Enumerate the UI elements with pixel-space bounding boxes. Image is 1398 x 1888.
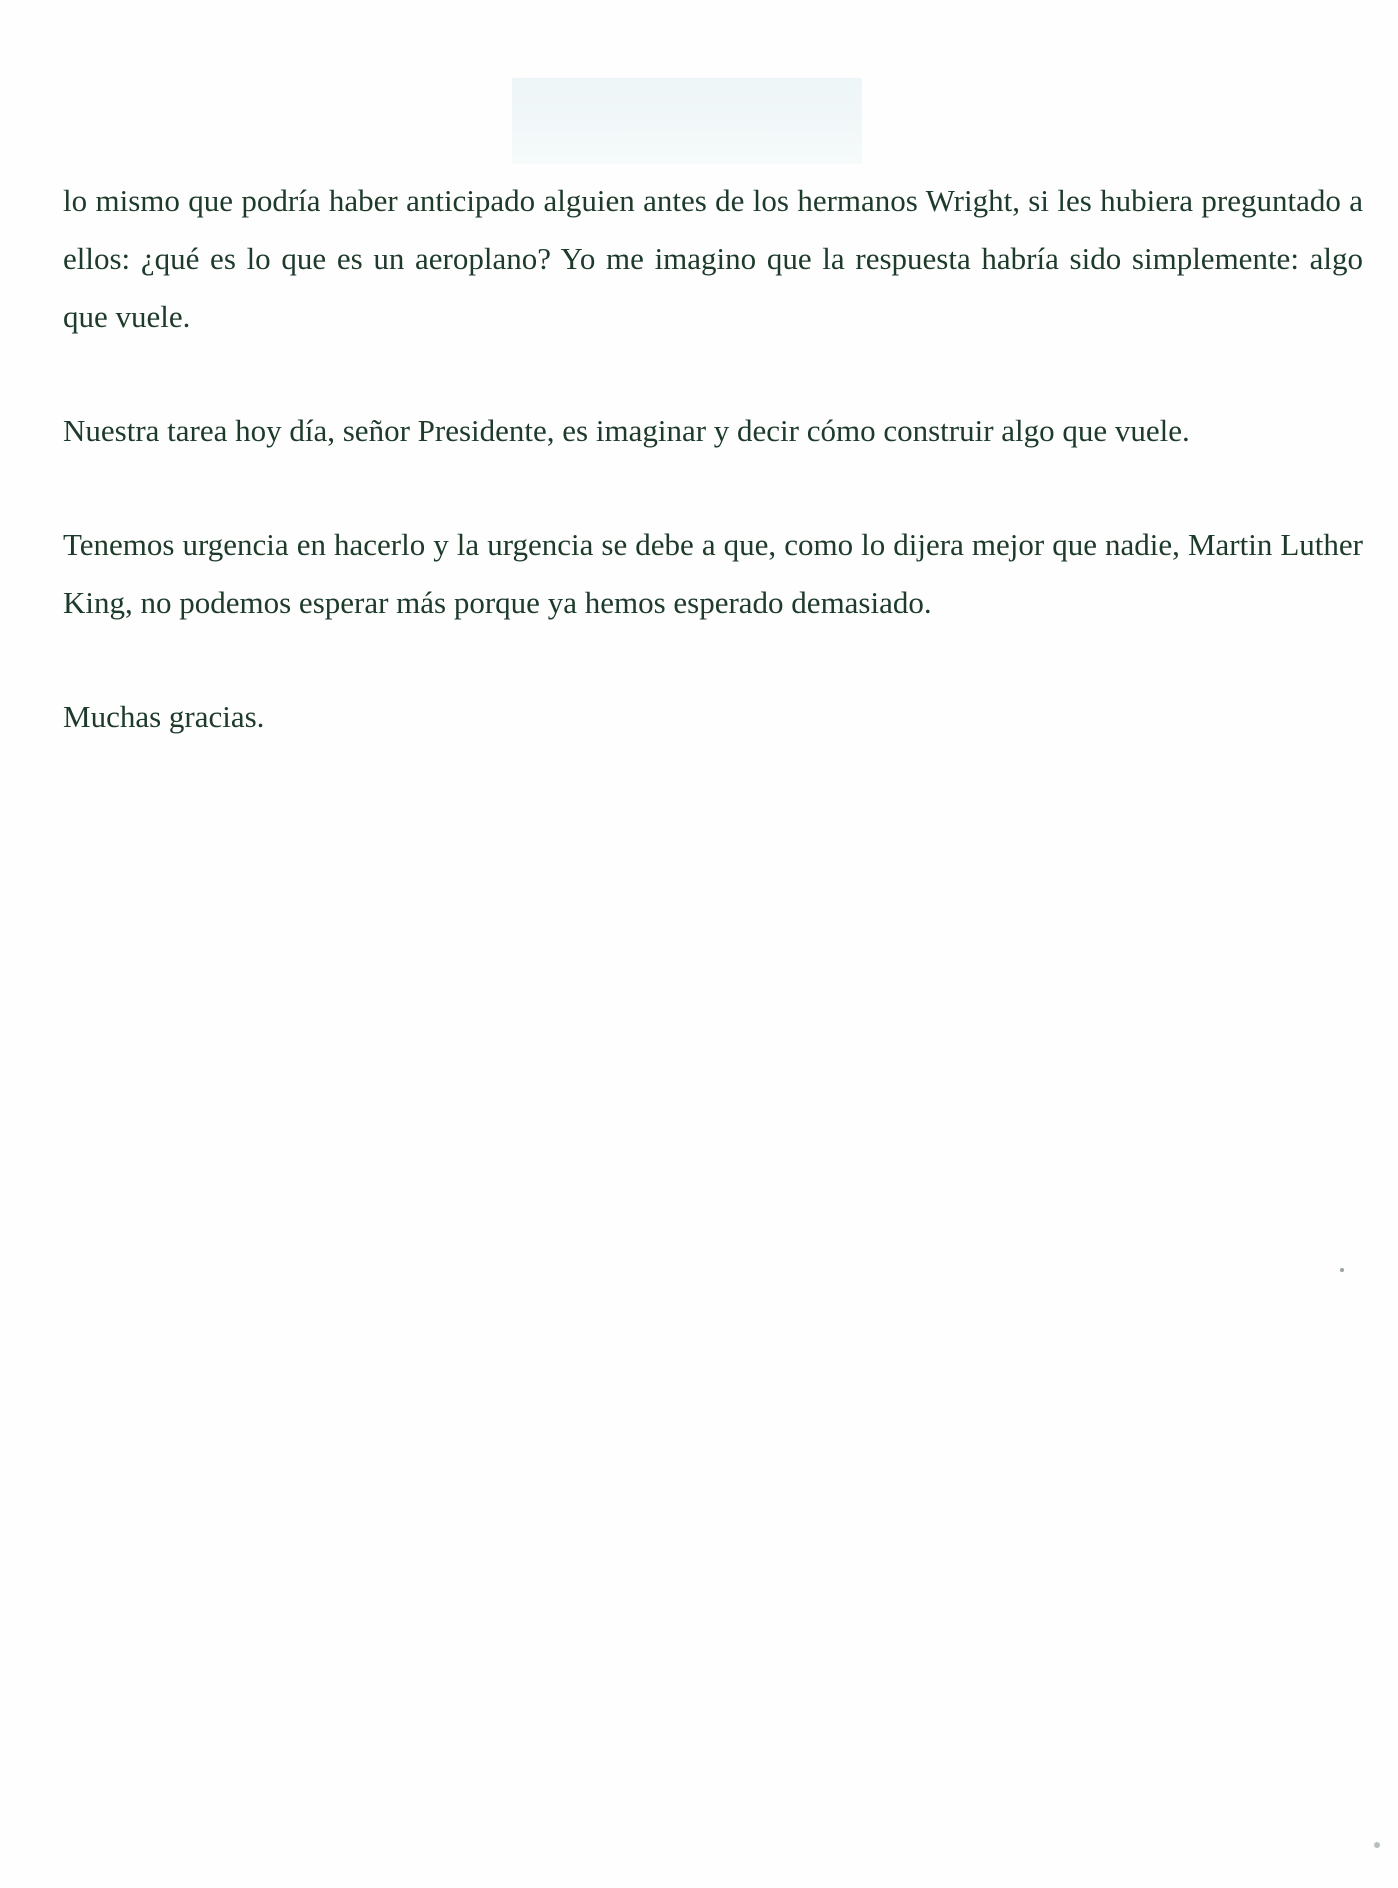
paragraph-thanks: Muchas gracias. <box>63 699 265 734</box>
paragraph-airplane: lo mismo que podría haber anticipado alguien antes de los hermanos Wright, si les hubiera preguntado a ellos: ¿qué es lo que es un aeroplano? Yo me imagino que la respuesta habría sido simplemente: algo que vuele. <box>63 183 1363 334</box>
scan-smudge <box>512 78 862 164</box>
document-body <box>63 172 1363 746</box>
scan-speck <box>1340 1268 1344 1272</box>
paragraph-task: Nuestra tarea hoy día, señor Presidente, es imaginar y decir cómo construir algo que vuele. <box>63 413 1190 448</box>
paragraph-urgency: Tenemos urgencia en hacerlo y la urgencia se debe a que, como lo dijera mejor que nadie, Martin Luther King, no podemos esperar más porque ya hemos esperado demasiado. <box>63 527 1363 620</box>
scan-speck <box>1374 1842 1380 1848</box>
